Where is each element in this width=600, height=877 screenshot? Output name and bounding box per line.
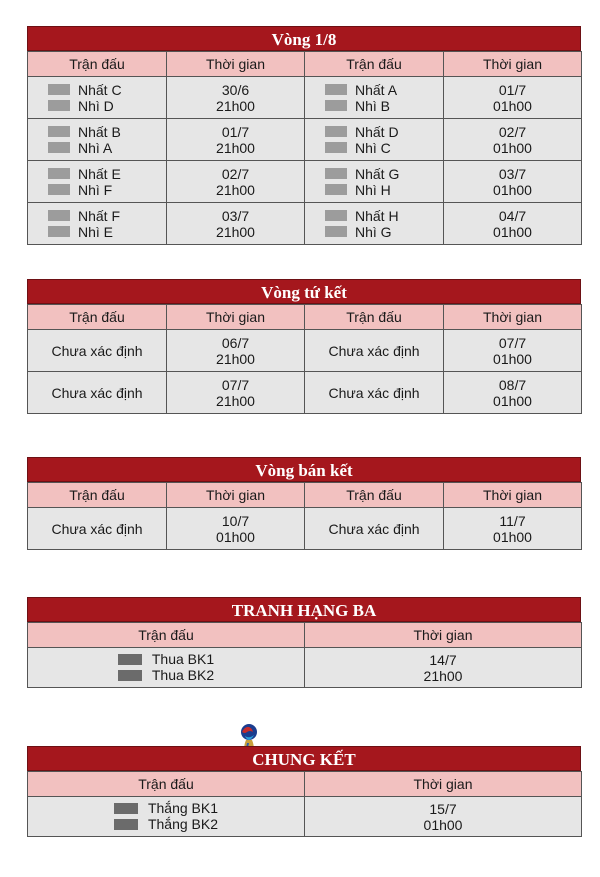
team-name: Thắng BK1 — [147, 800, 219, 817]
flag-placeholder — [114, 803, 138, 814]
time-cell — [444, 203, 582, 245]
match-date: 08/7 — [498, 376, 527, 393]
match-cell: Chưa xác định — [28, 330, 167, 372]
match-hour: 01h00 — [493, 528, 532, 545]
match-cell — [305, 161, 444, 203]
flag-placeholder — [325, 126, 347, 137]
col-header-match: Trận đấu — [305, 52, 444, 77]
header-row — [28, 52, 582, 77]
third-place-table — [27, 622, 582, 688]
match-hour: 01h00 — [493, 139, 532, 156]
match-cell — [28, 77, 167, 119]
quarterfinal-table — [27, 304, 582, 414]
time-cell — [167, 119, 305, 161]
col-header-time: Thời gian — [444, 305, 582, 330]
col-header-time: Thời gian — [305, 772, 582, 797]
table-row — [28, 508, 582, 550]
match-date: 04/7 — [498, 207, 527, 224]
table-row — [28, 77, 582, 119]
time-cell — [444, 330, 582, 372]
match-date: 30/6 — [221, 81, 250, 98]
table-row — [28, 372, 582, 414]
header-row — [28, 623, 582, 648]
round16-table — [27, 51, 582, 245]
match-date: 02/7 — [221, 165, 250, 182]
team-name: Nhì F — [78, 181, 113, 198]
flag-placeholder — [48, 142, 70, 153]
match-cell — [28, 797, 305, 837]
match-hour: 21h00 — [216, 181, 255, 198]
team-name: Nhì D — [78, 97, 114, 114]
time-cell — [167, 203, 305, 245]
flag-placeholder — [325, 84, 347, 95]
final-title: CHUNG KẾT — [27, 746, 581, 771]
match-cell: Chưa xác định — [305, 508, 444, 550]
match-cell — [305, 203, 444, 245]
team-name: Nhất F — [78, 207, 121, 224]
match-cell — [28, 648, 305, 688]
match-date: 03/7 — [221, 207, 250, 224]
match-date: 07/7 — [498, 334, 527, 351]
time-cell — [305, 797, 582, 837]
match-cell — [305, 119, 444, 161]
col-header-match: Trận đấu — [28, 483, 167, 508]
match-hour: 01h00 — [423, 816, 463, 833]
flag-placeholder — [48, 126, 70, 137]
match-hour: 21h00 — [216, 223, 255, 240]
header-row — [28, 772, 582, 797]
team-name: Nhì C — [355, 139, 391, 156]
col-header-time: Thời gian — [167, 483, 305, 508]
match-hour: 21h00 — [216, 392, 255, 409]
match-cell: Chưa xác định — [305, 372, 444, 414]
team-name: Nhì B — [355, 97, 391, 114]
flag-placeholder — [48, 210, 70, 221]
team-name: Thua BK2 — [151, 667, 215, 684]
table-row — [28, 648, 582, 688]
col-header-match: Trận đấu — [305, 483, 444, 508]
flag-placeholder — [325, 226, 347, 237]
col-header-time: Thời gian — [305, 623, 582, 648]
final-table — [27, 771, 582, 837]
time-cell — [167, 77, 305, 119]
team-name: Nhất C — [78, 81, 122, 98]
third-place-title: TRANH HẠNG BA — [27, 597, 581, 622]
flag-placeholder — [118, 670, 142, 681]
match-cell: Chưa xác định — [28, 508, 167, 550]
match-cell — [28, 119, 167, 161]
time-cell — [444, 372, 582, 414]
table-row — [28, 119, 582, 161]
team-name: Thắng BK2 — [147, 816, 219, 833]
flag-placeholder — [48, 184, 70, 195]
flag-placeholder — [325, 210, 347, 221]
time-cell — [167, 372, 305, 414]
match-hour: 01h00 — [493, 350, 532, 367]
final-section — [27, 746, 581, 837]
match-date: 02/7 — [498, 123, 527, 140]
match-hour: 21h00 — [423, 667, 463, 684]
third-place-section — [27, 597, 581, 688]
time-cell — [167, 330, 305, 372]
col-header-time: Thời gian — [444, 483, 582, 508]
col-header-match: Trận đấu — [28, 772, 305, 797]
match-date: 11/7 — [499, 512, 526, 529]
match-date: 01/7 — [498, 81, 527, 98]
match-date: 07/7 — [221, 376, 250, 393]
match-hour: 01h00 — [493, 392, 532, 409]
time-cell — [444, 161, 582, 203]
match-date: 15/7 — [429, 800, 457, 817]
match-date: 06/7 — [221, 334, 250, 351]
flag-placeholder — [48, 84, 70, 95]
header-row — [28, 305, 582, 330]
team-name: Nhất B — [78, 123, 121, 140]
table-row — [28, 161, 582, 203]
team-name: Nhì E — [78, 223, 114, 240]
match-hour: 21h00 — [216, 97, 255, 114]
match-hour: 21h00 — [216, 139, 255, 156]
flag-placeholder — [48, 100, 70, 111]
flag-placeholder — [118, 654, 142, 665]
team-name: Nhì H — [355, 181, 391, 198]
team-name: Thua BK1 — [151, 651, 215, 668]
team-name: Nhất G — [355, 165, 400, 182]
header-row — [28, 483, 582, 508]
flag-placeholder — [325, 100, 347, 111]
col-header-match: Trận đấu — [28, 52, 167, 77]
flag-placeholder — [325, 142, 347, 153]
col-header-time: Thời gian — [167, 305, 305, 330]
table-row — [28, 203, 582, 245]
match-hour: 01h00 — [216, 528, 255, 545]
col-header-match: Trận đấu — [28, 305, 167, 330]
flag-placeholder — [114, 819, 138, 830]
match-cell — [28, 203, 167, 245]
match-date: 14/7 — [429, 651, 457, 668]
match-hour: 01h00 — [493, 223, 532, 240]
match-date: 01/7 — [221, 123, 250, 140]
team-name: Nhì A — [78, 139, 113, 156]
match-hour: 21h00 — [216, 350, 255, 367]
match-hour: 01h00 — [493, 181, 532, 198]
flag-placeholder — [48, 168, 70, 179]
semifinal-title: Vòng bán kết — [27, 457, 581, 482]
match-cell — [305, 77, 444, 119]
time-cell — [305, 648, 582, 688]
col-header-time: Thời gian — [167, 52, 305, 77]
round16-section — [27, 26, 581, 245]
time-cell — [167, 161, 305, 203]
team-name: Nhất D — [355, 123, 399, 140]
time-cell — [444, 77, 582, 119]
match-date: 03/7 — [498, 165, 527, 182]
match-date: 10/7 — [221, 512, 250, 529]
col-header-time: Thời gian — [444, 52, 582, 77]
semifinal-section — [27, 457, 581, 550]
match-cell: Chưa xác định — [305, 330, 444, 372]
col-header-match: Trận đấu — [305, 305, 444, 330]
match-hour: 01h00 — [493, 97, 532, 114]
team-name: Nhất A — [355, 81, 398, 98]
team-name: Nhất E — [78, 165, 121, 182]
quarterfinal-title: Vòng tứ kết — [27, 279, 581, 304]
team-name: Nhất H — [355, 207, 399, 224]
team-name: Nhì G — [355, 223, 392, 240]
time-cell — [444, 119, 582, 161]
match-cell — [28, 161, 167, 203]
table-row — [28, 330, 582, 372]
flag-placeholder — [325, 184, 347, 195]
time-cell — [444, 508, 582, 550]
col-header-match: Trận đấu — [28, 623, 305, 648]
semifinal-table — [27, 482, 582, 550]
quarterfinal-section — [27, 279, 581, 414]
time-cell — [167, 508, 305, 550]
table-row — [28, 797, 582, 837]
round16-title: Vòng 1/8 — [27, 26, 581, 51]
flag-placeholder — [325, 168, 347, 179]
flag-placeholder — [48, 226, 70, 237]
match-cell: Chưa xác định — [28, 372, 167, 414]
